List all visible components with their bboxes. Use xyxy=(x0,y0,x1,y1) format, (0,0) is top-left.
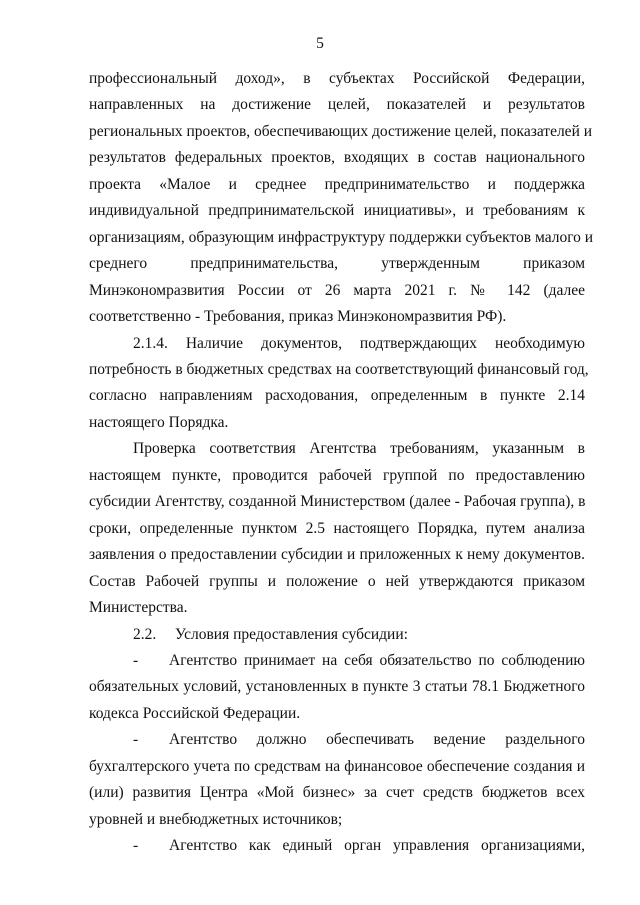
paragraph-check xyxy=(89,436,585,621)
text-line: результатов федеральных проектов, входящих в состав национального xyxy=(89,149,585,167)
document-body xyxy=(89,66,594,860)
list-dash: - xyxy=(133,837,139,855)
text-line: Министерства. xyxy=(89,599,188,617)
text-line: направленных на достижение целей, показателей и результатов xyxy=(89,96,585,114)
text-line: Агентство должно обеспечивать ведение раздельного xyxy=(169,731,585,749)
paragraph-continuation xyxy=(89,66,594,331)
text-line: Состав Рабочей группы и положение о ней утверждаются приказом xyxy=(89,572,585,590)
section-number: 2.2. xyxy=(133,625,157,643)
text-line: бухгалтерского учета по средствам на финансовое обеспечение создания и xyxy=(89,757,585,775)
page-number: 5 xyxy=(316,35,324,52)
list-dash: - xyxy=(133,731,139,749)
text-line: соответственно - Требования, приказ Минэкономразвития РФ). xyxy=(89,308,507,326)
text-line: Минэкономразвития России от 26 марта 2021 г. № 142 (далее xyxy=(89,281,585,299)
text-line: обязательных условий, установленных в пункте 3 статьи 78.1 Бюджетного xyxy=(89,678,585,696)
text-line: 2.1.4. Наличие документов, подтверждающих необходимую xyxy=(133,334,585,352)
text-line: организациям, образующим инфраструктуру поддержки субъектов малого и xyxy=(89,228,594,246)
text-line: согласно направлениям расходования, определенным в пункте 2.14 xyxy=(89,387,585,405)
text-line: проекта «Малое и среднее предпринимательство и поддержка xyxy=(89,175,585,193)
text-line: региональных проектов, обеспечивающих достижение целей, показателей и xyxy=(89,122,593,140)
list-item xyxy=(89,648,585,727)
list-item xyxy=(89,727,585,833)
text-line: Проверка соответствия Агентства требованиям, указанным в xyxy=(133,440,585,458)
text-line: настоящего Порядка. xyxy=(89,413,229,431)
text-line: потребность в бюджетных средствах на соответствующий финансовый год, xyxy=(89,360,589,378)
text-line: среднего предпринимательства, утвержденным приказом xyxy=(89,255,585,273)
text-line: (или) развития Центра «Мой бизнес» за счет средств бюджетов всех xyxy=(89,784,585,802)
section-title: Условия предоставления субсидии: xyxy=(175,625,408,643)
text-line: Агентство как единый орган управления организациями, xyxy=(169,837,585,855)
text-line: профессиональный доход», в субъектах Российской Федерации, xyxy=(89,70,585,87)
text-line: индивидуальной предпринимательской инициативы», и требованиям к xyxy=(89,202,585,220)
paragraph-2-1-4 xyxy=(89,331,589,437)
text-line: субсидии Агентству, созданной Министерством (далее - Рабочая группа), в xyxy=(89,493,586,511)
text-line: Агентство принимает на себя обязательство по соблюдению xyxy=(169,651,585,669)
text-line: настоящем пункте, проводится рабочей группой по предоставлению xyxy=(89,466,585,484)
list-dash: - xyxy=(133,651,139,669)
text-line: заявления о предоставлении субсидии и приложенных к нему документов. xyxy=(89,546,585,564)
text-line: уровней и внебюджетных источников; xyxy=(89,810,343,828)
list-item xyxy=(89,833,585,859)
text-line: сроки, определенные пунктом 2.5 настоящего Порядка, путем анализа xyxy=(89,519,585,537)
section-2-2-heading xyxy=(89,622,585,648)
text-line: кодекса Российской Федерации. xyxy=(89,704,301,722)
